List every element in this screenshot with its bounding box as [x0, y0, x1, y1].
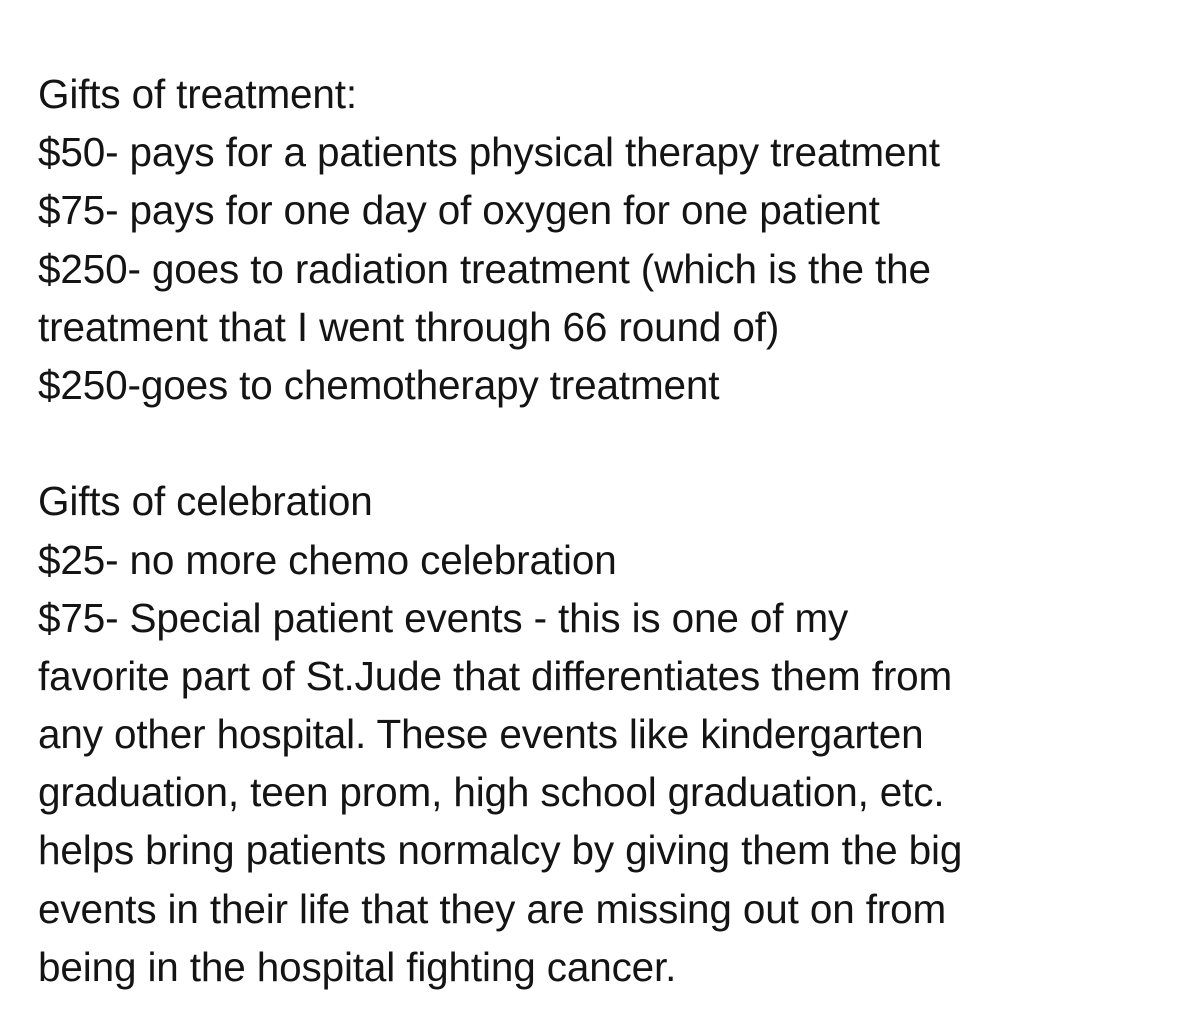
- treatment-line: $50- pays for a patients physical therapy treatment: [38, 129, 940, 176]
- treatment-section: [38, 65, 1178, 414]
- celebration-line: graduation, teen prom, high school graduation, etc.: [38, 769, 945, 816]
- treatment-line: $75- pays for one day of oxygen for one patient: [38, 187, 880, 234]
- celebration-line: $75- Special patient events - this is one of my: [38, 594, 849, 641]
- celebration-line: $25- no more chemo celebration: [38, 536, 617, 583]
- celebration-line: events in their life that they are missing out on from: [38, 885, 947, 932]
- celebration-line: any other hospital. These events like kindergarten: [38, 711, 924, 758]
- celebration-line: being in the hospital fighting cancer.: [38, 943, 677, 990]
- celebration-line: favorite part of St.Jude that differentiates them from: [38, 652, 953, 699]
- celebration-section: [38, 472, 1178, 996]
- treatment-line: $250-goes to chemotherapy treatment: [38, 361, 720, 408]
- celebration-heading: Gifts of celebration: [38, 478, 373, 525]
- blank-line: [38, 414, 1178, 472]
- treatment-heading: Gifts of treatment:: [38, 71, 358, 117]
- treatment-line: $250- goes to radiation treatment (which is the the: [38, 245, 931, 292]
- treatment-line: treatment that I went through 66 round of): [38, 303, 780, 350]
- note-text: [38, 65, 1178, 996]
- celebration-line: helps bring patients normalcy by giving them the big: [38, 827, 963, 874]
